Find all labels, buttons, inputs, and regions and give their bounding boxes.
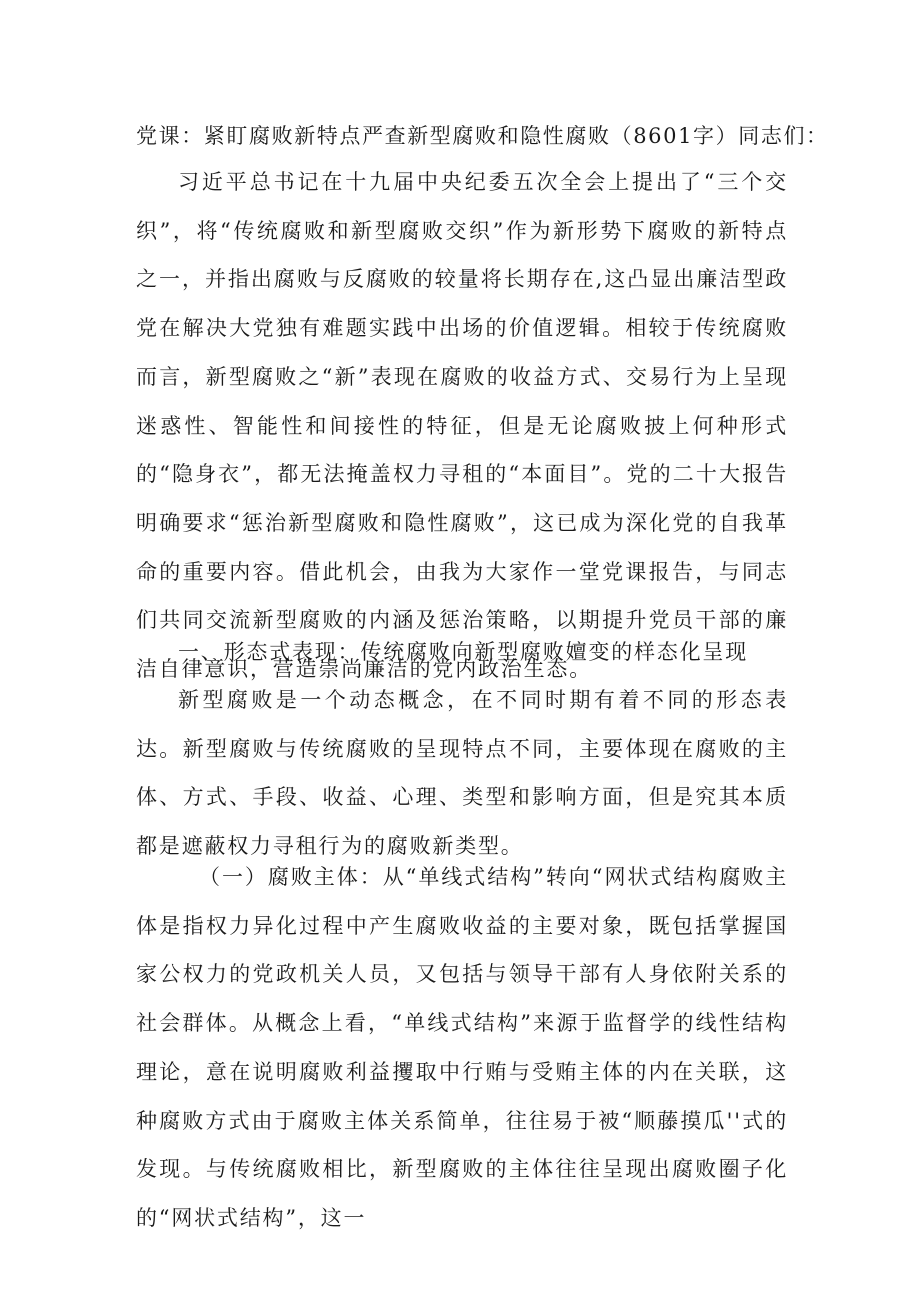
document-title: 党课：紧盯腐败新特点严查新型腐败和隐性腐败（8601字）同志们： — [136, 124, 829, 148]
section-heading: 一、形态式表现：传统腐败向新型腐败嬗变的样态化呈现 — [178, 640, 748, 664]
section-paragraph: 新型腐败是一个动态概念，在不同时期有着不同的形态表达。新型腐败与传统腐败的呈现特点不同，主要体现在腐败的主体、方式、手段、收益、心理、类型和影响方面，但是究其本质都是遮蔽权力寻租行为的腐败新类型。 — [136, 688, 788, 859]
intro-paragraph: 习近平总书记在十九届中央纪委五次全会上提出了“三个交织”，将“传统腐败和新型腐败交织”作为新形势下腐败的新特点之一，并指出腐败与反腐败的较量将长期存在,这凸显出廉洁型政党在解决大党独有难题实践中出场的价值逻辑。相较于传统腐败而言，新型腐败之“新”表现在腐败的收益方式、交易行为上呈现迷惑性、智能性和间接性的特征，但是无论腐败披上何种形式的“隐身衣”，都无法掩盖权力寻租的“本面目”。党的二十大报告明确要求“惩治新型腐败和隐性腐败”，这已成为深化党的自我革命的重要内容。借此机会，由我为大家作一堂党课报告，与同志们共同交流新型腐败的内涵及惩治策略，以期提升党员干部的廉洁自律意识，营造崇尚廉洁的党内政治生态。 — [136, 170, 788, 682]
subsection-paragraph: （一）腐败主体：从“单线式结构”转向“网状式结构腐败主体是指权力异化过程中产生腐败收益的主要对象，既包括掌握国家公权力的党政机关人员，又包括与领导干部有人身依附关系的社会群体。从概念上看，“单线式结构”来源于监督学的线性结构理论，意在说明腐败利益攫取中行贿与受贿主体的内在关联，这种腐败方式由于腐败主体关系简单，往往易于被“顺藤摸瓜''式的发现。与传统腐败相比，新型腐败的主体往往呈现出腐败圈子化的“网状式结构”，这一 — [136, 865, 788, 1230]
